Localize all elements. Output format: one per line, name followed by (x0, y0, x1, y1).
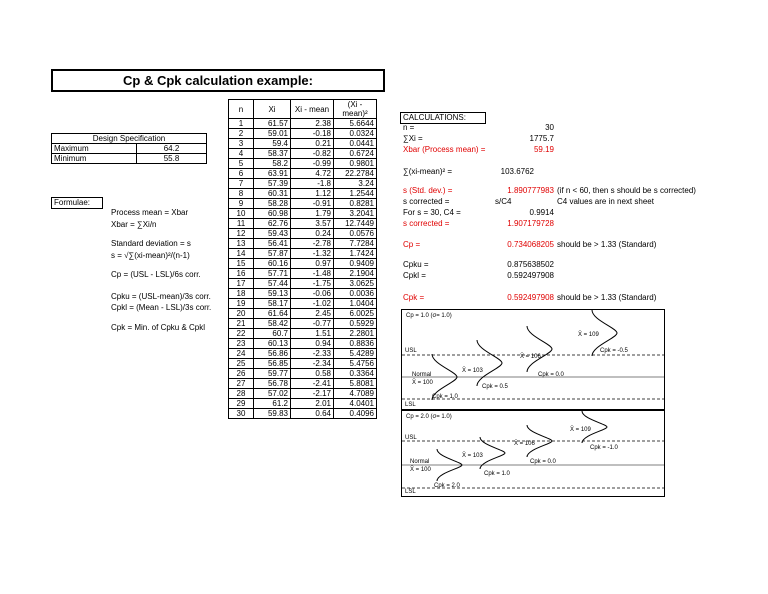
cell-xi-mean-sq: 22.2784 (334, 169, 377, 179)
cell-xi-mean: -0.99 (291, 159, 334, 169)
diagram2-ck-3: Cpk = -1.0 (590, 445, 618, 451)
calc-n-label: n = (403, 123, 415, 132)
data-table (228, 99, 377, 419)
col-header-n: n (229, 100, 254, 119)
design-spec-table (51, 133, 207, 164)
cell-n: 22 (229, 329, 254, 339)
cell-xi-mean: 0.94 (291, 339, 334, 349)
formula-line: Cpkl = (Mean - LSL)/3s corr. (111, 303, 212, 312)
table-row (229, 179, 377, 189)
cell-n: 10 (229, 209, 254, 219)
cell-xi-mean: -1.75 (291, 279, 334, 289)
cell-xi: 59.13 (254, 289, 291, 299)
cell-xi: 59.83 (254, 409, 291, 419)
cell-xi-mean-sq: 0.5929 (334, 319, 377, 329)
cell-n: 24 (229, 349, 254, 359)
diagram2-mean-1: X̄ = 103 (462, 453, 483, 459)
calc-sum-label: ∑Xi = (403, 134, 423, 143)
cell-xi: 61.2 (254, 399, 291, 409)
diagram2-usl: USL (405, 435, 417, 441)
cell-n: 4 (229, 149, 254, 159)
cell-xi-mean-sq: 5.8081 (334, 379, 377, 389)
col-header-xi-mean-sq: (Xi - mean)² (334, 100, 377, 119)
cell-xi-mean: -0.82 (291, 149, 334, 159)
table-row (229, 219, 377, 229)
cell-xi: 61.64 (254, 309, 291, 319)
table-row (229, 119, 377, 129)
cell-n: 11 (229, 219, 254, 229)
cell-n: 21 (229, 319, 254, 329)
cell-xi-mean-sq: 0.8836 (334, 339, 377, 349)
cell-xi-mean-sq: 0.0441 (334, 139, 377, 149)
table-row (229, 249, 377, 259)
cell-xi: 59.01 (254, 129, 291, 139)
cell-xi-mean: -1.8 (291, 179, 334, 189)
diagram1-ck-3: Cpk = -0.5 (600, 348, 628, 354)
cell-xi-mean-sq: 0.3364 (334, 369, 377, 379)
formula-line: Xbar = ∑Xi/n (111, 220, 157, 229)
cell-xi-mean: -0.18 (291, 129, 334, 139)
cell-xi: 59.4 (254, 139, 291, 149)
diagram1-ck-1: Cpk = 0.5 (482, 384, 508, 390)
table-row (229, 309, 377, 319)
cell-n: 15 (229, 259, 254, 269)
cell-xi-mean: 2.38 (291, 119, 334, 129)
cell-xi-mean: 3.57 (291, 219, 334, 229)
calc-s-label: s (Std. dev.) = (403, 186, 453, 195)
cell-xi: 57.71 (254, 269, 291, 279)
table-row (229, 269, 377, 279)
cell-xi-mean-sq: 2.2801 (334, 329, 377, 339)
cell-n: 26 (229, 369, 254, 379)
table-row (229, 369, 377, 379)
cell-xi-mean-sq: 5.6644 (334, 119, 377, 129)
cell-xi: 56.85 (254, 359, 291, 369)
cell-xi-mean-sq: 0.9801 (334, 159, 377, 169)
cell-xi-mean-sq: 3.2041 (334, 209, 377, 219)
cell-n: 6 (229, 169, 254, 179)
calc-sum-value: 1775.7 (529, 134, 554, 143)
cell-xi: 59.77 (254, 369, 291, 379)
cell-n: 14 (229, 249, 254, 259)
spec-max-label: Maximum (52, 144, 137, 154)
calc-c4-label: For s = 30, C4 = (403, 208, 461, 217)
table-row (229, 199, 377, 209)
calc-n-value: 30 (545, 123, 554, 132)
calc-cp-value: 0.734068205 (507, 240, 554, 249)
cell-n: 1 (229, 119, 254, 129)
diagram1-ck-2: Cpk = 0.0 (538, 372, 564, 378)
cell-xi-mean: 2.01 (291, 399, 334, 409)
calc-cpkl-label: Cpkl = (403, 271, 426, 280)
spec-heading: Design Specification (52, 134, 207, 144)
cell-n: 8 (229, 189, 254, 199)
calc-cpk-value: 0.592497908 (507, 293, 554, 302)
cell-xi-mean-sq: 0.0324 (334, 129, 377, 139)
cell-xi: 56.86 (254, 349, 291, 359)
diagram2-ck-2: Cpk = 0.0 (530, 459, 556, 465)
cell-xi: 57.87 (254, 249, 291, 259)
page-title: Cp & Cpk calculation example: (51, 69, 385, 92)
calc-c4-value: 0.9914 (529, 208, 554, 217)
cell-n: 16 (229, 269, 254, 279)
cell-xi: 59.43 (254, 229, 291, 239)
cell-xi-mean-sq: 0.0036 (334, 289, 377, 299)
cell-n: 3 (229, 139, 254, 149)
calc-s-value: 1.890777983 (507, 186, 554, 195)
cell-xi-mean: -1.48 (291, 269, 334, 279)
cell-xi: 56.78 (254, 379, 291, 389)
cell-xi-mean: 0.21 (291, 139, 334, 149)
diagram2-ck-1: Cpk = 1.0 (484, 471, 510, 477)
table-row (229, 189, 377, 199)
cp-diagram-1 (401, 309, 665, 410)
cell-xi-mean-sq: 0.0576 (334, 229, 377, 239)
cell-xi-mean-sq: 0.4096 (334, 409, 377, 419)
cell-xi-mean: -2.33 (291, 349, 334, 359)
cell-xi-mean: -2.34 (291, 359, 334, 369)
calc-sumsq-label: ∑(xi-mean)² = (403, 167, 453, 176)
cell-xi-mean: -1.02 (291, 299, 334, 309)
cell-xi-mean-sq: 4.0401 (334, 399, 377, 409)
calc-xbar-value: 59.19 (533, 145, 554, 154)
diagram2-xbar-base: X̄ = 100 (410, 467, 431, 473)
diagram1-lsl: LSL (405, 402, 416, 408)
calc-scorr2-label: s corrected = (403, 219, 450, 228)
table-row (229, 329, 377, 339)
calc-cpkl-value: 0.592497908 (507, 271, 554, 280)
cell-n: 25 (229, 359, 254, 369)
calc-heading: CALCULATIONS: (400, 112, 486, 124)
diagram2-normal: Normal (410, 459, 430, 465)
cell-xi: 58.42 (254, 319, 291, 329)
cell-xi-mean: -2.78 (291, 239, 334, 249)
table-row (229, 399, 377, 409)
diagram1-mean-2: X̄ = 106 (520, 354, 541, 360)
cell-xi: 60.13 (254, 339, 291, 349)
formula-line: Cp = (USL - LSL)/6s corr. (111, 270, 201, 279)
table-row (229, 349, 377, 359)
cell-xi: 58.17 (254, 299, 291, 309)
calc-xbar-label: Xbar (Process mean) = (403, 145, 486, 154)
cell-xi-mean-sq: 1.0404 (334, 299, 377, 309)
cell-xi-mean: 0.58 (291, 369, 334, 379)
cell-xi-mean-sq: 0.9409 (334, 259, 377, 269)
diagram1-ck-0: Cpk = 1.0 (432, 394, 458, 400)
spec-min-label: Minimum (52, 154, 137, 164)
diagram1-mean-1: X̄ = 103 (462, 368, 483, 374)
diagram2-mean-3: X̄ = 109 (570, 427, 591, 433)
calc-cpku-label: Cpku = (403, 260, 429, 269)
calc-cpk-note: should be > 1.33 (Standard) (557, 293, 657, 302)
table-row (229, 139, 377, 149)
cell-n: 18 (229, 289, 254, 299)
cell-xi-mean: 1.79 (291, 209, 334, 219)
cell-n: 13 (229, 239, 254, 249)
cell-n: 17 (229, 279, 254, 289)
cell-xi-mean-sq: 1.7424 (334, 249, 377, 259)
calc-cp-label: Cp = (403, 240, 421, 249)
cell-xi-mean-sq: 0.6724 (334, 149, 377, 159)
diagram1-mean-3: X̄ = 109 (578, 332, 599, 338)
table-row (229, 129, 377, 139)
cell-xi: 60.16 (254, 259, 291, 269)
cell-xi-mean-sq: 1.2544 (334, 189, 377, 199)
cell-xi-mean-sq: 6.0025 (334, 309, 377, 319)
cell-xi: 62.76 (254, 219, 291, 229)
cell-xi-mean: -2.17 (291, 389, 334, 399)
calc-scorr-label: s corrected = (403, 197, 450, 206)
formula-line: Standard deviation = s (111, 239, 191, 248)
cell-xi: 60.98 (254, 209, 291, 219)
diagram2-lsl: LSL (405, 489, 416, 495)
cell-xi-mean-sq: 3.24 (334, 179, 377, 189)
table-row (229, 159, 377, 169)
formula-line: Process mean = Xbar (111, 208, 189, 217)
table-row (229, 409, 377, 419)
cell-n: 12 (229, 229, 254, 239)
calc-cpk-label: Cpk = (403, 293, 425, 302)
cell-xi-mean: -2.41 (291, 379, 334, 389)
calc-scorr2-value: 1.907179728 (507, 219, 554, 228)
cell-xi: 58.2 (254, 159, 291, 169)
cp-diagram-2 (401, 410, 665, 497)
cell-xi-mean: 1.12 (291, 189, 334, 199)
cell-xi-mean: -0.77 (291, 319, 334, 329)
diagram2-header: Cp = 2.0 (σ= 1.0) (406, 414, 452, 420)
cell-xi: 58.37 (254, 149, 291, 159)
cell-xi: 57.44 (254, 279, 291, 289)
cell-n: 19 (229, 299, 254, 309)
table-row (229, 359, 377, 369)
calc-cpku-value: 0.875638502 (507, 260, 554, 269)
calc-scorr-formula: s/C4 (495, 197, 512, 206)
table-row (229, 239, 377, 249)
table-row (229, 299, 377, 309)
formula-line: Cpk = Min. of Cpku & Cpkl (111, 323, 206, 332)
cell-xi: 61.57 (254, 119, 291, 129)
cell-xi: 63.91 (254, 169, 291, 179)
table-row (229, 279, 377, 289)
diagram1-xbar-base: X̄ = 100 (412, 380, 433, 386)
calc-s-note: (if n < 60, then s should be s corrected) (557, 186, 696, 195)
cell-xi-mean-sq: 4.7089 (334, 389, 377, 399)
table-row (229, 379, 377, 389)
cell-xi-mean: 2.45 (291, 309, 334, 319)
cell-n: 9 (229, 199, 254, 209)
cell-n: 30 (229, 409, 254, 419)
spec-min-value: 55.8 (137, 154, 207, 164)
table-row (229, 289, 377, 299)
formula-line: Cpku = (USL-mean)/3s corr. (111, 292, 211, 301)
calc-sumsq-value: 103.6762 (500, 167, 534, 176)
cell-n: 7 (229, 179, 254, 189)
cell-xi-mean: 1.51 (291, 329, 334, 339)
cell-n: 2 (229, 129, 254, 139)
cell-xi-mean-sq: 5.4289 (334, 349, 377, 359)
table-row (229, 229, 377, 239)
cell-xi: 56.41 (254, 239, 291, 249)
spec-max-value: 64.2 (137, 144, 207, 154)
diagram1-header: Cp = 1.0 (σ= 1.0) (406, 313, 452, 319)
cell-xi-mean: -1.32 (291, 249, 334, 259)
cell-xi-mean-sq: 2.1904 (334, 269, 377, 279)
calc-cp-note: should be > 1.33 (Standard) (557, 240, 657, 249)
table-row (229, 149, 377, 159)
cell-xi: 58.28 (254, 199, 291, 209)
cell-n: 27 (229, 379, 254, 389)
table-row (229, 169, 377, 179)
cell-n: 5 (229, 159, 254, 169)
cell-xi: 57.39 (254, 179, 291, 189)
diagram2-mean-2: X̄ = 106 (514, 441, 535, 447)
table-row (229, 389, 377, 399)
cell-xi-mean-sq: 7.7284 (334, 239, 377, 249)
formulae-heading: Formulae: (51, 197, 103, 209)
cell-n: 29 (229, 399, 254, 409)
cell-xi-mean-sq: 12.7449 (334, 219, 377, 229)
cell-xi-mean: -0.91 (291, 199, 334, 209)
diagram1-normal: Normal (412, 372, 432, 378)
col-header-xi-mean: Xi - mean (291, 100, 334, 119)
table-row (229, 319, 377, 329)
cell-xi-mean: 0.24 (291, 229, 334, 239)
cell-xi-mean-sq: 5.4756 (334, 359, 377, 369)
cell-xi-mean: -0.06 (291, 289, 334, 299)
cell-n: 20 (229, 309, 254, 319)
diagram1-usl: USL (405, 348, 417, 354)
diagram2-ck-0: Cpk = 2.0 (434, 483, 460, 489)
table-row (229, 339, 377, 349)
cell-xi: 60.31 (254, 189, 291, 199)
cell-xi: 60.7 (254, 329, 291, 339)
calc-c4-note: C4 values are in next sheet (557, 197, 654, 206)
cell-xi-mean: 0.97 (291, 259, 334, 269)
cell-xi-mean-sq: 3.0625 (334, 279, 377, 289)
cell-xi-mean: 4.72 (291, 169, 334, 179)
cell-n: 23 (229, 339, 254, 349)
table-row (229, 259, 377, 269)
col-header-xi: Xi (254, 100, 291, 119)
cell-n: 28 (229, 389, 254, 399)
cell-xi: 57.02 (254, 389, 291, 399)
formula-line: s = √∑(xi-mean)²/(n-1) (111, 251, 190, 260)
cell-xi-mean-sq: 0.8281 (334, 199, 377, 209)
cell-xi-mean: 0.64 (291, 409, 334, 419)
table-row (229, 209, 377, 219)
